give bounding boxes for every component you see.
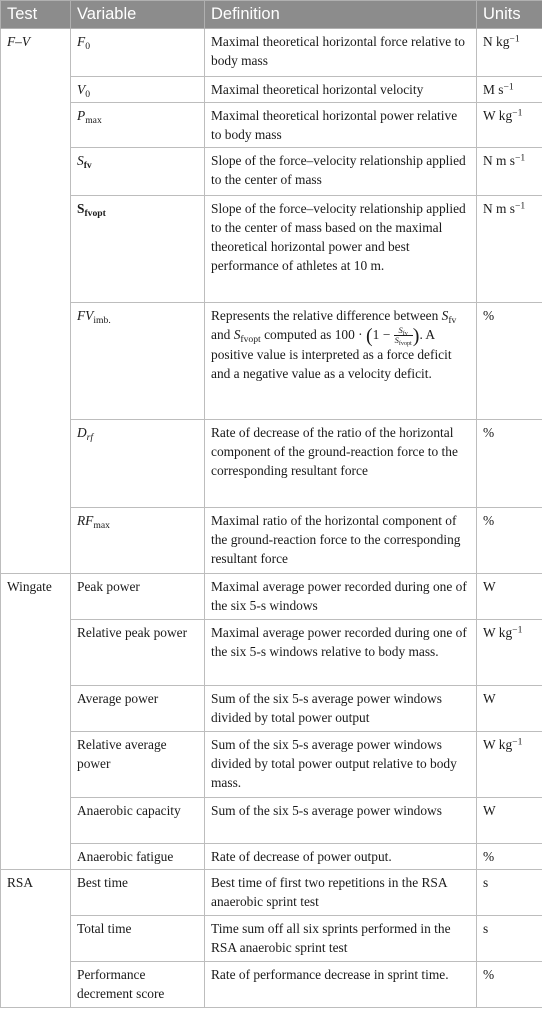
definition-cell: Represents the relative difference between $S_{fv}$ and $S_{fvopt}$ computed as 100 · (1 − $\frac{S_{fv}}{S_{fvopt}}$ ). A positive value is interpreted as a force deficit and a negative value as a velocity deficit. (205, 303, 477, 420)
variable-cell: $P_{max}$ (71, 103, 205, 148)
unit-cell: N m $s^{-1}$ (477, 148, 542, 196)
definition-cell: Best time of first two repetitions in the RSA anaerobic sprint test (205, 870, 477, 916)
fv-imbalance-formula: 100 · (1 − $\frac{S_{fv}}{S_{fvopt}}$ ) (334, 324, 420, 348)
table-row (1, 420, 542, 508)
variable-cell: $F_0$ (71, 29, 205, 77)
formula-fraction: $\frac{S_{fv}}{S_{fvopt}}$ (394, 325, 412, 348)
group-fv: F–V (1, 29, 71, 574)
unit-cell: W (477, 798, 542, 844)
variable-cell: Anaerobic fatigue (71, 844, 205, 870)
definition-cell: Time sum off all six sprints performed in the RSA anaerobic sprint test (205, 916, 477, 962)
unit-cell: W (477, 574, 542, 620)
unit-cell: W $kg^{-1}$ (477, 103, 542, 148)
variable-cell: Best time (71, 870, 205, 916)
definition-cell: Rate of performance decrease in sprint time. (205, 962, 477, 1008)
variable-cell: Performance decrement score (71, 962, 205, 1008)
table-row (1, 844, 542, 870)
variable-cell: Peak power (71, 574, 205, 620)
group-rsa: RSA (1, 870, 71, 1008)
unit-cell: % (477, 420, 542, 508)
unit-cell: W (477, 686, 542, 732)
definition-cell: Maximal average power recorded during one of the six 5-s windows (205, 574, 477, 620)
definition-cell: Sum of the six 5-s average power windows divided by total power output relative to body mass. (205, 732, 477, 798)
table-row (1, 196, 542, 303)
definition-cell: Maximal theoretical horizontal velocity (205, 77, 477, 103)
unit-cell: % (477, 962, 542, 1008)
variable-cell: Average power (71, 686, 205, 732)
unit-cell: N m $s^{-1}$ (477, 196, 542, 303)
definition-cell: Maximal average power recorded during one of the six 5-s windows relative to body mass. (205, 620, 477, 686)
table-row (1, 916, 542, 962)
unit-cell: % (477, 303, 542, 420)
definition-cell: Maximal theoretical horizontal power relative to body mass (205, 103, 477, 148)
unit-cell: N $kg^{-1}$ (477, 29, 542, 77)
table-row (1, 77, 542, 103)
table-row (1, 620, 542, 686)
table-row (1, 303, 542, 420)
unit-cell: M $s^{-1}$ (477, 77, 542, 103)
definition-cell: Slope of the force–velocity relationship applied to the center of mass (205, 148, 477, 196)
variable-cell: Relative peak power (71, 620, 205, 686)
definition-cell: Maximal theoretical horizontal force relative to body mass (205, 29, 477, 77)
variable-cell: $RF_{max}$ (71, 508, 205, 574)
variable-cell: $S_{fvopt}$ (71, 196, 205, 303)
definition-cell: Sum of the six 5-s average power windows (205, 798, 477, 844)
definition-cell: Rate of decrease of the ratio of the horizontal component of the ground-reaction force to the corresponding resultant force (205, 420, 477, 508)
variable-cell: Relative average power (71, 732, 205, 798)
unit-cell: W $kg^{-1}$ (477, 620, 542, 686)
unit-cell: W $kg^{-1}$ (477, 732, 542, 798)
definition-cell: Slope of the force–velocity relationship applied to the center of mass based on the maximal theoretical horizontal power and best performance of athletes at 10 m. (205, 196, 477, 303)
unit-cell: % (477, 844, 542, 870)
variable-cell: Anaerobic capacity (71, 798, 205, 844)
table-row (1, 148, 542, 196)
variable-cell: $D_{rf}$ (71, 420, 205, 508)
table-row (1, 798, 542, 844)
variable-cell: $FV_{imb.}$ (71, 303, 205, 420)
table-row (1, 574, 542, 620)
definition-cell: Maximal ratio of the horizontal component of the ground-reaction force to the corresponding resultant force (205, 508, 477, 574)
table-row (1, 29, 542, 77)
table-row (1, 103, 542, 148)
table-row (1, 508, 542, 574)
header-variable: Variable (71, 1, 205, 29)
table-row (1, 732, 542, 798)
variable-cell: $S_{fv}$ (71, 148, 205, 196)
variable-cell: Total time (71, 916, 205, 962)
table-row (1, 870, 542, 916)
table-row (1, 962, 542, 1008)
unit-cell: % (477, 508, 542, 574)
header-definition: Definition (205, 1, 477, 29)
unit-cell: s (477, 916, 542, 962)
table-row (1, 686, 542, 732)
variable-cell: $V_0$ (71, 77, 205, 103)
definition-cell: Sum of the six 5-s average power windows divided by total power output (205, 686, 477, 732)
header-row (1, 1, 542, 29)
header-units: Units (477, 1, 542, 29)
unit-cell: s (477, 870, 542, 916)
group-wingate: Wingate (1, 574, 71, 870)
header-test: Test (1, 1, 71, 29)
definition-cell: Rate of decrease of power output. (205, 844, 477, 870)
